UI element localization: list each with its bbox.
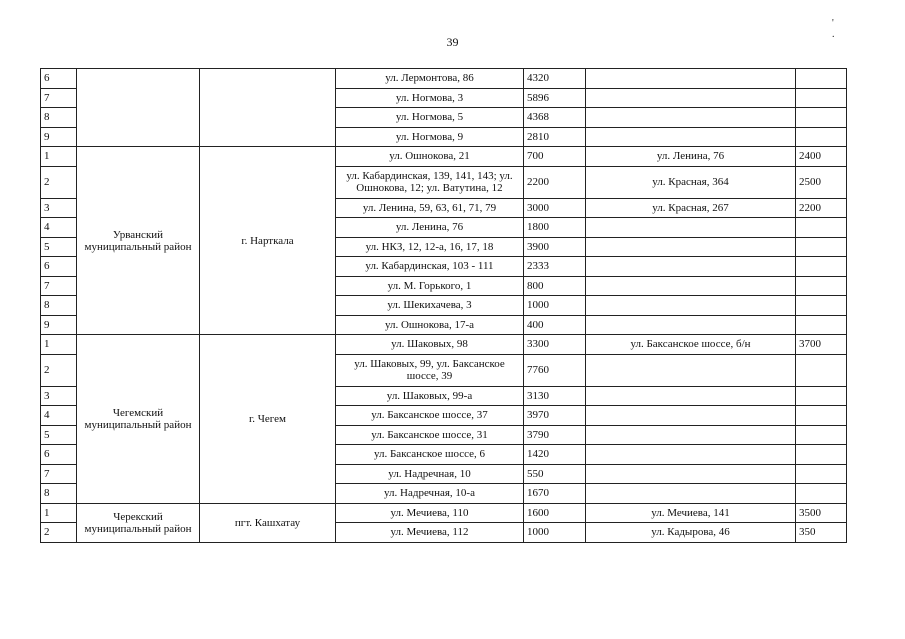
- district-cell: Чегемский муниципальный район: [77, 335, 200, 504]
- alt-value-cell: [796, 296, 847, 316]
- address-cell: ул. Ленина, 59, 63, 61, 71, 79: [336, 198, 524, 218]
- address-cell: ул. Баксанское шоссе, 31: [336, 425, 524, 445]
- row-number-cell: 3: [41, 198, 77, 218]
- alt-value-cell: [796, 386, 847, 406]
- address-cell: ул. НКЗ, 12, 12-а, 16, 17, 18: [336, 237, 524, 257]
- row-number-cell: 2: [41, 354, 77, 386]
- address-cell: ул. Баксанское шоссе, 6: [336, 445, 524, 465]
- row-number-cell: 1: [41, 503, 77, 523]
- row-number-cell: 7: [41, 276, 77, 296]
- value-cell: 1800: [524, 218, 586, 238]
- alt-address-cell: ул. Мечиева, 141: [586, 503, 796, 523]
- alt-address-cell: [586, 484, 796, 504]
- row-number-cell: 8: [41, 484, 77, 504]
- alt-value-cell: [796, 218, 847, 238]
- value-cell: 4368: [524, 108, 586, 128]
- value-cell: 4320: [524, 69, 586, 89]
- value-cell: 3000: [524, 198, 586, 218]
- value-cell: 3900: [524, 237, 586, 257]
- alt-address-cell: [586, 296, 796, 316]
- alt-value-cell: [796, 484, 847, 504]
- alt-value-cell: [796, 88, 847, 108]
- value-cell: 2810: [524, 127, 586, 147]
- alt-value-cell: [796, 127, 847, 147]
- alt-address-cell: [586, 315, 796, 335]
- alt-value-cell: [796, 425, 847, 445]
- value-cell: 7760: [524, 354, 586, 386]
- value-cell: 3130: [524, 386, 586, 406]
- alt-address-cell: [586, 406, 796, 426]
- alt-value-cell: [796, 464, 847, 484]
- alt-address-cell: ул. Кадырова, 46: [586, 523, 796, 543]
- alt-value-cell: [796, 315, 847, 335]
- row-number-cell: 7: [41, 464, 77, 484]
- value-cell: 3300: [524, 335, 586, 355]
- address-cell: ул. Шекихачева, 3: [336, 296, 524, 316]
- alt-value-cell: 2400: [796, 147, 847, 167]
- alt-value-cell: [796, 445, 847, 465]
- alt-address-cell: [586, 237, 796, 257]
- address-cell: ул. Кабардинская, 139, 141, 143; ул. Ошнокова, 12; ул. Ватутина, 12: [336, 166, 524, 198]
- alt-address-cell: [586, 464, 796, 484]
- alt-address-cell: [586, 69, 796, 89]
- address-cell: ул. Надречная, 10-а: [336, 484, 524, 504]
- table-row: [41, 147, 847, 167]
- value-cell: 700: [524, 147, 586, 167]
- district-cell: Урванский муниципальный район: [77, 147, 200, 335]
- alt-address-cell: [586, 276, 796, 296]
- alt-address-cell: [586, 257, 796, 277]
- alt-value-cell: 350: [796, 523, 847, 543]
- alt-address-cell: [586, 108, 796, 128]
- value-cell: 5896: [524, 88, 586, 108]
- address-cell: ул. Ногмова, 5: [336, 108, 524, 128]
- row-number-cell: 1: [41, 335, 77, 355]
- row-number-cell: 2: [41, 166, 77, 198]
- address-cell: ул. Шаковых, 99, ул. Баксанское шоссе, 39: [336, 354, 524, 386]
- alt-value-cell: [796, 108, 847, 128]
- alt-address-cell: ул. Ленина, 76: [586, 147, 796, 167]
- alt-address-cell: [586, 88, 796, 108]
- value-cell: 3790: [524, 425, 586, 445]
- alt-value-cell: [796, 69, 847, 89]
- value-cell: 1420: [524, 445, 586, 465]
- value-cell: 1000: [524, 296, 586, 316]
- row-number-cell: 4: [41, 406, 77, 426]
- alt-address-cell: [586, 445, 796, 465]
- row-number-cell: 9: [41, 127, 77, 147]
- city-cell: г. Нарткала: [200, 147, 336, 335]
- city-cell: г. Чегем: [200, 335, 336, 504]
- row-number-cell: 9: [41, 315, 77, 335]
- alt-value-cell: [796, 406, 847, 426]
- city-cell: пгт. Кашхатау: [200, 503, 336, 542]
- row-number-cell: 3: [41, 386, 77, 406]
- address-cell: ул. М. Горького, 1: [336, 276, 524, 296]
- alt-value-cell: [796, 237, 847, 257]
- value-cell: 1000: [524, 523, 586, 543]
- alt-address-cell: [586, 127, 796, 147]
- alt-address-cell: ул. Красная, 364: [586, 166, 796, 198]
- address-cell: ул. Лермонтова, 86: [336, 69, 524, 89]
- row-number-cell: 4: [41, 218, 77, 238]
- value-cell: 2333: [524, 257, 586, 277]
- alt-value-cell: 2500: [796, 166, 847, 198]
- table-body: [41, 69, 847, 543]
- alt-address-cell: [586, 218, 796, 238]
- value-cell: 550: [524, 464, 586, 484]
- alt-address-cell: ул. Баксанское шоссе, б/н: [586, 335, 796, 355]
- alt-value-cell: [796, 257, 847, 277]
- alt-value-cell: [796, 276, 847, 296]
- row-number-cell: 8: [41, 108, 77, 128]
- address-cell: ул. Кабардинская, 103 - 111: [336, 257, 524, 277]
- page-number: 39: [446, 35, 459, 49]
- table-row: [41, 69, 847, 89]
- value-cell: 1670: [524, 484, 586, 504]
- address-cell: ул. Мечиева, 112: [336, 523, 524, 543]
- heat-supply-table: [40, 68, 847, 543]
- address-cell: ул. Шаковых, 98: [336, 335, 524, 355]
- row-number-cell: 8: [41, 296, 77, 316]
- alt-address-cell: [586, 354, 796, 386]
- alt-value-cell: 3700: [796, 335, 847, 355]
- value-cell: 3970: [524, 406, 586, 426]
- value-cell: 2200: [524, 166, 586, 198]
- row-number-cell: 6: [41, 445, 77, 465]
- address-cell: ул. Баксанское шоссе, 37: [336, 406, 524, 426]
- city-cell: [200, 69, 336, 147]
- alt-value-cell: [796, 354, 847, 386]
- alt-address-cell: [586, 386, 796, 406]
- address-cell: ул. Надречная, 10: [336, 464, 524, 484]
- alt-value-cell: 3500: [796, 503, 847, 523]
- alt-address-cell: [586, 425, 796, 445]
- address-cell: ул. Мечиева, 110: [336, 503, 524, 523]
- alt-value-cell: 2200: [796, 198, 847, 218]
- scan-specks: ' .: [832, 18, 865, 40]
- district-cell: Черекский муниципальный район: [77, 503, 200, 542]
- address-cell: ул. Ленина, 76: [336, 218, 524, 238]
- address-cell: ул. Ошнокова, 21: [336, 147, 524, 167]
- row-number-cell: 2: [41, 523, 77, 543]
- value-cell: 1600: [524, 503, 586, 523]
- row-number-cell: 5: [41, 237, 77, 257]
- row-number-cell: 6: [41, 257, 77, 277]
- address-cell: ул. Ногмова, 3: [336, 88, 524, 108]
- row-number-cell: 6: [41, 69, 77, 89]
- row-number-cell: 5: [41, 425, 77, 445]
- address-cell: ул. Шаковых, 99-а: [336, 386, 524, 406]
- address-cell: ул. Ошнокова, 17-а: [336, 315, 524, 335]
- alt-address-cell: ул. Красная, 267: [586, 198, 796, 218]
- table-row: [41, 335, 847, 355]
- district-cell: [77, 69, 200, 147]
- row-number-cell: 7: [41, 88, 77, 108]
- value-cell: 800: [524, 276, 586, 296]
- row-number-cell: 1: [41, 147, 77, 167]
- value-cell: 400: [524, 315, 586, 335]
- address-cell: ул. Ногмова, 9: [336, 127, 524, 147]
- table-row: [41, 503, 847, 523]
